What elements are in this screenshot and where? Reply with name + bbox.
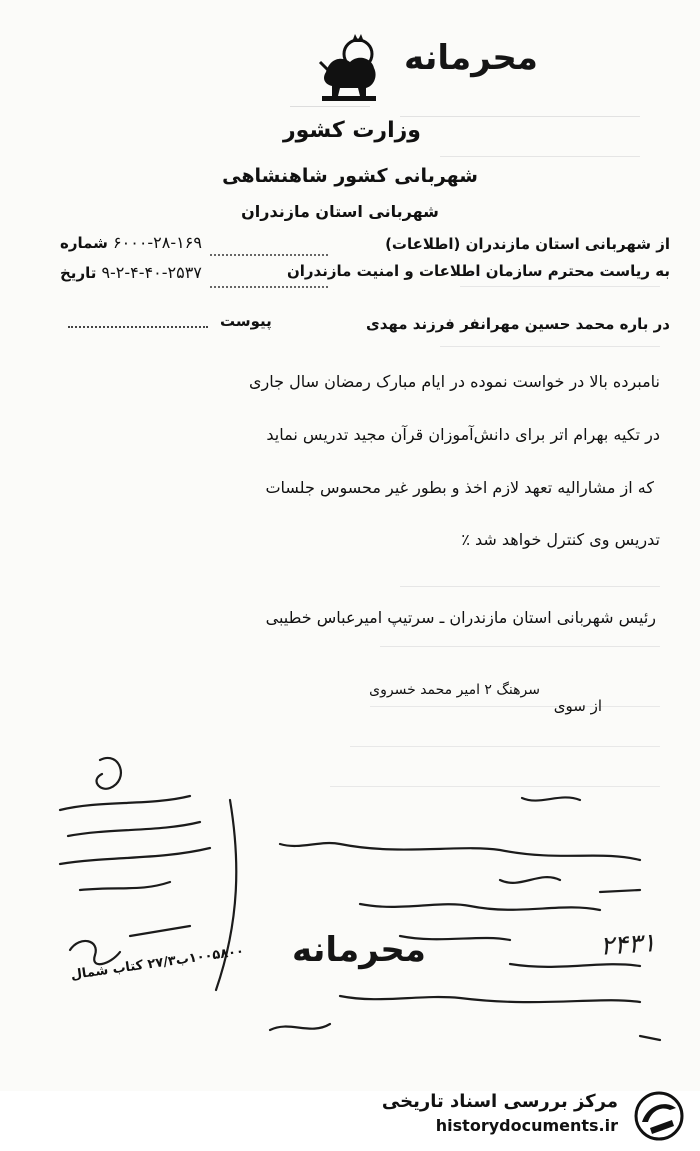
- dotted-rule: [210, 282, 328, 288]
- to-line: به ریاست محترم سازمان اطلاعات و امنیت مازندران: [286, 262, 670, 280]
- date-label: تاریخ: [60, 264, 97, 282]
- body-line: در تکیه بهرام اتر برای دانش‌آموزان قرآن مجید تدریس نماید: [266, 425, 660, 444]
- footer-site-url: historydocuments.ir: [435, 1116, 618, 1135]
- body-line: نامبرده بالا در خواست نموده در ایام مبارک رمضان سال جاری: [249, 372, 660, 391]
- from-line: از شهربانی استان مازندران (اطلاعات): [385, 235, 670, 253]
- number-label: شماره: [60, 234, 108, 252]
- ministry-heading: وزارت کشور: [283, 118, 421, 143]
- attachment-label: پیوست: [220, 312, 272, 330]
- date-value: ۹-۲-۴-۴۰-۲۵۳۷: [101, 263, 202, 282]
- lion-and-sun-emblem-icon: [312, 32, 386, 104]
- handwritten-code: ۲۴۳۱: [599, 928, 657, 962]
- dotted-rule: [210, 250, 328, 256]
- dotted-rule: [68, 318, 208, 328]
- police-province-heading: شهربانی استان مازندران: [241, 202, 439, 221]
- body-line: تدریس وی کنترل خواهد شد ٪: [461, 530, 660, 549]
- confidential-stamp-bottom: محرمانه: [292, 930, 426, 970]
- body-line: که از مشارالیه تعهد لازم اخذ و بطور غیر محسوس جلسات: [265, 478, 654, 497]
- signature-line: رئیس شهربانی استان مازندران ـ سرتیپ امیرعباس خطیبی: [265, 608, 656, 627]
- footer-site-name: مرکز بررسی اسناد تاریخی: [381, 1091, 618, 1112]
- from-side-label: از سوی: [553, 697, 602, 715]
- police-country-heading: شهربانی کشور شاهنشاهی: [222, 165, 478, 187]
- subject-line: در باره محمد حسین مهرانفر فرزند مهدی: [365, 315, 670, 333]
- archive-logo-icon: [630, 1090, 688, 1142]
- confidential-stamp-top: محرمانه: [404, 38, 538, 78]
- archive-stamp-line: ۱۰۰۵۸۰۰ب۲۷/۳ کتاب شمال: [69, 943, 245, 984]
- copy-to-line: سرهنگ ۲ امیر محمد خسروی: [369, 682, 540, 698]
- letter-date: [60, 263, 202, 282]
- handwritten-annotations: [40, 740, 680, 1060]
- letter-number: [60, 233, 202, 252]
- number-value: ۶۰۰۰-۲۸-۱۶۹: [113, 233, 202, 252]
